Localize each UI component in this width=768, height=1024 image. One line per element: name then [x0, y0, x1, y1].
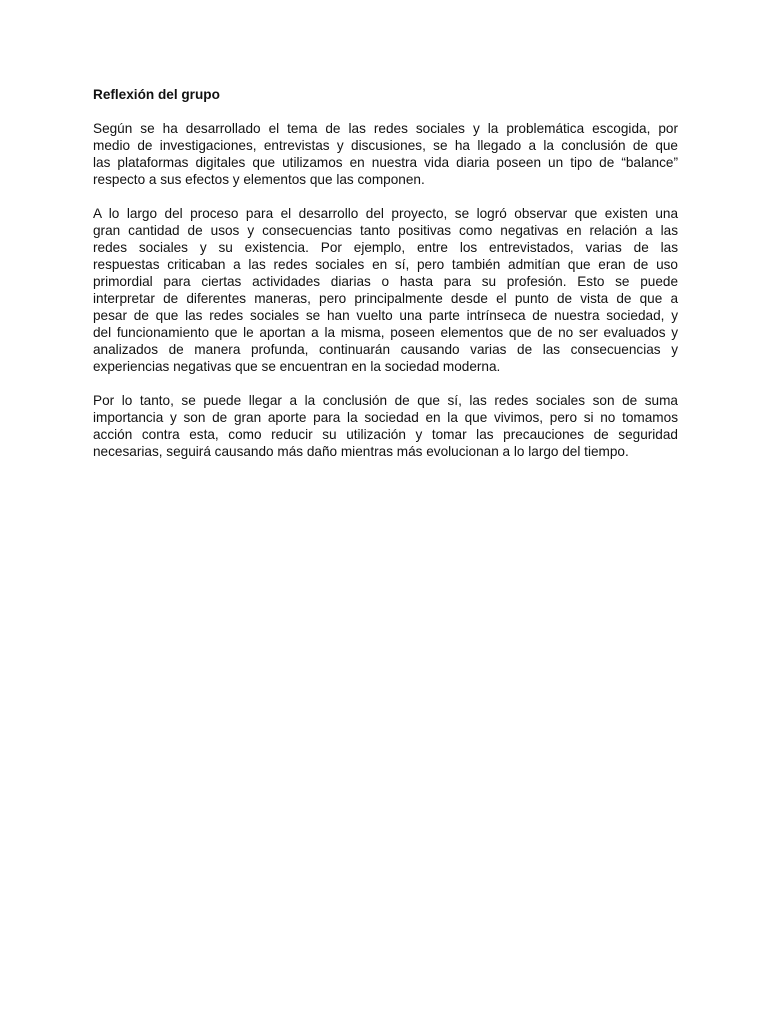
document-content: [93, 86, 678, 477]
paragraph-2: [93, 205, 678, 375]
paragraph-line: gran cantidad de usos y consecuencias tanto positivas como negativas en relación a las: [93, 223, 678, 238]
paragraph-line: A lo largo del proceso para el desarrollo del proyecto, se logró observar que existen una: [93, 206, 678, 221]
paragraph-line: importancia y son de gran aporte para la sociedad en la que vivimos, pero si no tomamos: [93, 410, 678, 425]
paragraph-line: redes sociales y su existencia. Por ejemplo, entre los entrevistados, varias de las: [93, 240, 678, 255]
paragraph-line: interpretar de diferentes maneras, pero principalmente desde el punto de vista de que a: [93, 291, 678, 306]
paragraph-line: pesar de que las redes sociales se han vuelto una parte intrínseca de nuestra sociedad, y: [93, 308, 678, 323]
paragraph-line: respuestas criticaban a las redes sociales en sí, pero también admitían que eran de uso: [93, 257, 678, 272]
paragraph-line: Por lo tanto, se puede llegar a la conclusión de que sí, las redes sociales son de suma: [93, 393, 678, 408]
paragraph-line: respecto a sus efectos y elementos que las componen.: [93, 172, 425, 187]
paragraph-line: primordial para ciertas actividades diarias o hasta para su profesión. Esto se puede: [93, 274, 678, 289]
paragraph-line: las plataformas digitales que utilizamos en nuestra vida diaria poseen un tipo de “balance”: [93, 155, 678, 170]
paragraph-line: necesarias, seguirá causando más daño mientras más evolucionan a lo largo del tiempo.: [93, 444, 629, 459]
document-title: Reflexión del grupo: [93, 87, 220, 102]
paragraph-3: [93, 392, 678, 460]
paragraph-line: acción contra esta, como reducir su utilización y tomar las precauciones de seguridad: [93, 427, 678, 442]
paragraph-line: experiencias negativas que se encuentran en la sociedad moderna.: [93, 359, 501, 374]
paragraph-line: Según se ha desarrollado el tema de las redes sociales y la problemática escogida, por: [93, 121, 678, 136]
paragraph-line: del funcionamiento que le aportan a la misma, poseen elementos que de no ser evaluados y: [93, 325, 678, 340]
paragraph-line: medio de investigaciones, entrevistas y discusiones, se ha llegado a la conclusión de que: [93, 138, 678, 153]
paragraph-line: analizados de manera profunda, continuarán causando varias de las consecuencias y: [93, 342, 678, 357]
paragraph-1: [93, 120, 678, 188]
